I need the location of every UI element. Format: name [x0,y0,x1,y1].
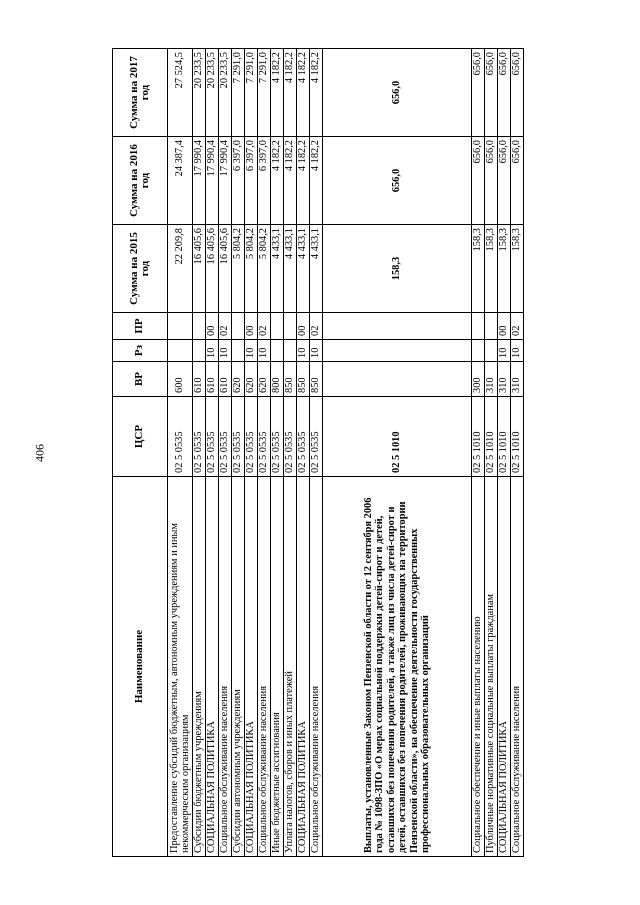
row-rz: 10 [245,340,258,362]
row-csr: 02 5 0535 [168,397,193,477]
table-row [323,49,472,857]
row-sum-2015: 4 433,1 [297,225,310,313]
row-vr: 800 [271,362,284,397]
row-rz: 10 [258,340,271,362]
row-sum-2016: 656,0 [498,137,511,225]
row-csr: 02 5 0535 [297,397,310,477]
row-csr: 02 5 0535 [284,397,297,477]
row-sum-2017: 7 291,0 [258,49,271,137]
table-row [219,49,232,857]
table-row [232,49,245,857]
row-vr: 300 [472,362,485,397]
row-sum-2016: 6 397,0 [232,137,245,225]
row-sum-2017: 20 233,5 [219,49,232,137]
row-sum-2017: 27 524,5 [168,49,193,137]
row-sum-2015: 5 804,2 [245,225,258,313]
table-row [310,49,323,857]
row-rz: 10 [206,340,219,362]
row-sum-2017: 20 233,5 [206,49,219,137]
row-rz [485,340,498,362]
row-pr: 00 [297,313,310,340]
row-sum-2015: 4 433,1 [284,225,297,313]
row-sum-2016: 4 182,2 [271,137,284,225]
row-pr: 00 [245,313,258,340]
row-sum-2017: 20 233,5 [193,49,206,137]
row-sum-2016: 17 990,4 [206,137,219,225]
row-sum-2017: 4 182,2 [284,49,297,137]
row-rz [284,340,297,362]
row-vr: 610 [206,362,219,397]
row-name: СОЦИАЛЬНАЯ ПОЛИТИКА [206,477,219,857]
row-csr: 02 5 0535 [219,397,232,477]
row-sum-2015: 158,3 [323,225,472,313]
row-csr: 02 5 0535 [206,397,219,477]
table-row [168,49,193,857]
row-csr: 02 5 0535 [245,397,258,477]
row-vr: 310 [485,362,498,397]
table-row [193,49,206,857]
row-rz [168,340,193,362]
row-sum-2016: 4 182,2 [284,137,297,225]
row-sum-2016: 6 397,0 [245,137,258,225]
row-vr: 310 [511,362,524,397]
row-sum-2015: 16 405,6 [193,225,206,313]
row-sum-2015: 4 433,1 [271,225,284,313]
row-sum-2017: 656,0 [472,49,485,137]
row-csr: 02 5 0535 [193,397,206,477]
table-row [472,49,485,857]
row-name: Уплата налогов, сборов и иных платежей [284,477,297,857]
row-vr: 850 [310,362,323,397]
budget-table [112,48,524,857]
row-rz [323,340,472,362]
row-name: Социальное обслуживание населения [310,477,323,857]
row-pr [284,313,297,340]
header-vr: ВР [113,362,168,397]
row-name: Субсидии автономным учреждениям [232,477,245,857]
row-rz: 10 [498,340,511,362]
row-name: Субсидии бюджетным учреждениям [193,477,206,857]
row-sum-2016: 656,0 [485,137,498,225]
row-name: СОЦИАЛЬНАЯ ПОЛИТИКА [498,477,511,857]
row-rz: 10 [297,340,310,362]
row-pr: 02 [258,313,271,340]
row-sum-2015: 5 804,2 [232,225,245,313]
row-csr: 02 5 0535 [271,397,284,477]
row-rz [193,340,206,362]
table-row [511,49,524,857]
row-vr [323,362,472,397]
row-vr: 610 [219,362,232,397]
row-sum-2016: 656,0 [472,137,485,225]
header-sum-2016: Сумма на 2016 год [113,137,168,225]
table-row [485,49,498,857]
row-sum-2017: 4 182,2 [310,49,323,137]
row-sum-2015: 4 433,1 [310,225,323,313]
row-rz [271,340,284,362]
row-rz [232,340,245,362]
row-pr: 02 [310,313,323,340]
row-vr: 310 [498,362,511,397]
row-pr [168,313,193,340]
row-sum-2016: 17 990,4 [219,137,232,225]
row-csr: 02 5 0535 [310,397,323,477]
row-sum-2015: 16 405,6 [206,225,219,313]
row-sum-2016: 4 182,2 [310,137,323,225]
page-number: 406 [32,444,47,462]
row-csr: 02 5 1010 [498,397,511,477]
row-sum-2015: 158,3 [485,225,498,313]
row-sum-2015: 158,3 [472,225,485,313]
row-rz: 10 [511,340,524,362]
row-sum-2016: 24 387,4 [168,137,193,225]
row-name: Иные бюджетные ассигнования [271,477,284,857]
row-rz: 10 [310,340,323,362]
row-sum-2016: 6 397,0 [258,137,271,225]
row-sum-2015: 5 804,2 [258,225,271,313]
row-vr: 620 [245,362,258,397]
row-sum-2017: 7 291,0 [232,49,245,137]
row-rz: 10 [219,340,232,362]
row-name: Социальное обеспечение и иные выплаты населению [472,477,485,857]
table-row [206,49,219,857]
row-pr: 02 [219,313,232,340]
row-name: СОЦИАЛЬНАЯ ПОЛИТИКА [245,477,258,857]
row-csr: 02 5 1010 [323,397,472,477]
row-name: Социальное обслуживание населения [219,477,232,857]
header-csr: ЦСР [113,397,168,477]
header-name: Наименование [113,477,168,857]
table-row [284,49,297,857]
row-vr: 620 [232,362,245,397]
rotated-table-container [112,49,528,857]
row-csr: 02 5 0535 [258,397,271,477]
row-name: Выплаты, установленные Законом Пензенской области от 12 сентября 2006 года № 1098-ЗПО «О мерах социальной поддержки детей-сирот и детей, оставшихся без попечения родителей, а также лиц из числа детей-сирот и детей, оставшихся без попечения родителей, проживающих на территории Пензенской области», на обеспечение деятельности государственных профессиональных образовательных организаций [323,477,472,857]
row-vr: 850 [284,362,297,397]
row-sum-2015: 16 405,6 [219,225,232,313]
row-pr [472,313,485,340]
row-csr: 02 5 1010 [472,397,485,477]
row-csr: 02 5 0535 [232,397,245,477]
row-pr: 02 [511,313,524,340]
row-name: Предоставление субсидий бюджетным, автономным учреждениям и иным некоммерческим организациям [168,477,193,857]
row-name: СОЦИАЛЬНАЯ ПОЛИТИКА [297,477,310,857]
row-sum-2017: 656,0 [485,49,498,137]
row-sum-2017: 4 182,2 [271,49,284,137]
row-sum-2015: 158,3 [498,225,511,313]
row-sum-2017: 4 182,2 [297,49,310,137]
table-row [271,49,284,857]
row-sum-2015: 158,3 [511,225,524,313]
row-name: Публичные нормативные социальные выплаты гражданам [485,477,498,857]
table-header-row [113,49,168,857]
row-vr: 610 [193,362,206,397]
row-vr: 620 [258,362,271,397]
header-rz: Рз [113,340,168,362]
row-csr: 02 5 1010 [485,397,498,477]
header-sum-2017: Сумма на 2017 год [113,49,168,137]
row-rz [472,340,485,362]
row-pr [271,313,284,340]
row-sum-2016: 4 182,2 [297,137,310,225]
row-sum-2017: 7 291,0 [245,49,258,137]
row-name: Социальное обслуживание населения [511,477,524,857]
row-sum-2016: 17 990,4 [193,137,206,225]
row-name: Социальное обслуживание населения [258,477,271,857]
row-vr: 850 [297,362,310,397]
row-sum-2017: 656,0 [511,49,524,137]
header-sum-2015: Сумма на 2015 год [113,225,168,313]
row-csr: 02 5 1010 [511,397,524,477]
table-row [297,49,310,857]
table-row [258,49,271,857]
row-pr [193,313,206,340]
row-pr [485,313,498,340]
row-pr [323,313,472,340]
row-sum-2016: 656,0 [511,137,524,225]
row-sum-2016: 656,0 [323,137,472,225]
row-pr: 00 [498,313,511,340]
row-vr: 600 [168,362,193,397]
row-sum-2017: 656,0 [323,49,472,137]
row-pr: 00 [206,313,219,340]
table-row [245,49,258,857]
table-row [498,49,511,857]
row-sum-2015: 22 209,8 [168,225,193,313]
row-sum-2017: 656,0 [498,49,511,137]
header-pr: ПР [113,313,168,340]
row-pr [232,313,245,340]
